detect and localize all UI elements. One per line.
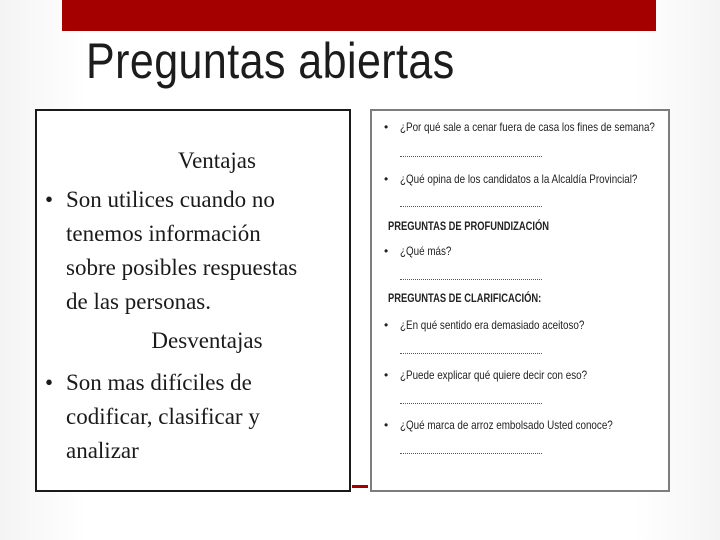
- ventajas-heading: Ventajas: [178, 148, 256, 173]
- ventajas-line-1: Son utilices cuando no: [66, 187, 275, 212]
- desventajas-line-2: codificar, clasificar y: [66, 404, 260, 429]
- bullet-icon: •: [384, 120, 389, 134]
- question-4: ¿En qué sentido era demasiado aceitoso?: [400, 318, 585, 332]
- desventajas-line-1: Son mas difíciles de: [66, 370, 252, 395]
- answer-line: [400, 453, 542, 454]
- bullet-icon: •: [384, 368, 389, 382]
- question-6: ¿Qué marca de arroz embolsado Usted conoce?: [400, 418, 613, 432]
- bullet-icon: •: [384, 244, 389, 258]
- ventajas-line-2: tenemos información: [66, 221, 261, 246]
- top-accent-bar: [62, 0, 656, 31]
- answer-line: [400, 156, 542, 157]
- question-5: ¿Puede explicar qué quiere decir con eso?: [400, 368, 588, 382]
- question-1: ¿Por qué sale a cenar fuera de casa los fines de semana?: [400, 120, 655, 134]
- slide-title: Preguntas abiertas: [86, 33, 455, 89]
- answer-line: [400, 353, 542, 354]
- bullet-icon: •: [384, 172, 389, 186]
- answer-line: [400, 279, 542, 280]
- bullet-icon: •: [384, 318, 389, 332]
- bullet-icon: •: [45, 370, 54, 395]
- answer-line: [400, 206, 542, 207]
- ventajas-desventajas-box: [35, 109, 351, 492]
- heading-clarificacion: PREGUNTAS DE CLARIFICACIÓN:: [388, 291, 542, 305]
- bullet-icon: •: [45, 187, 54, 212]
- question-examples-image: [370, 109, 670, 492]
- question-2: ¿Qué opina de los candidatos a la Alcaldía Provincial?: [400, 172, 638, 186]
- question-3: ¿Qué más?: [400, 244, 452, 258]
- heading-profundizacion: PREGUNTAS DE PROFUNDIZACIÓN: [388, 219, 550, 233]
- red-accent-line: [352, 485, 368, 488]
- ventajas-line-4: de las personas.: [66, 289, 211, 314]
- desventajas-line-3: analizar: [66, 438, 139, 463]
- ventajas-line-3: sobre posibles respuestas: [66, 255, 298, 280]
- answer-line: [400, 403, 542, 404]
- desventajas-heading: Desventajas: [151, 328, 263, 353]
- bullet-icon: •: [384, 418, 389, 432]
